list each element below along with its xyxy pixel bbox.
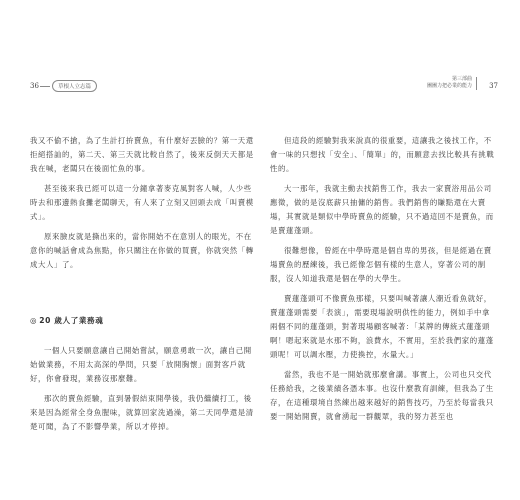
header-rule — [40, 86, 50, 87]
paragraph: 賣蓮蓬頭可不像賣魚那樣，只要叫喊著讓人潮近看魚就好，賣蓮蓬頭需要「表演」，需要現場說明供性的能力，例如手中拿兩個不同的蓮蓬頭，對著現場顧客喊著：「某牌的傳統式蓮蓬頭啊！嗯起來就是水那不夠，浪費水，不實用，至於我們家的蓮蓬頭呢！可以調水壓，力使換控，水量大。」 — [270, 294, 494, 359]
paragraph: 一個人只要願意讓自己開始嘗試，願意勇敢一次，讓自己開始做業務，不用太高深的學問，只要「放開胸懷」面對客戶就好，你會發現，業務沒那麼難。 — [30, 346, 252, 383]
book-title-tab: 草根人立志篇 — [52, 80, 97, 92]
page-number: 37 — [489, 82, 498, 90]
paragraph: 大一那年，我就主動去找銷售工作，我去一家賣浴用品公司應徵，做的是沒底薪只抽傭的銷售。我們銷售的賺點還在大賣場，其實就是類似中學時賣魚的經驗，只不過這回不是賣魚，而是賣蓮蓬頭。 — [270, 184, 494, 235]
section-heading — [30, 314, 258, 328]
chapter-part: 第三部曲 — [451, 76, 472, 82]
right-page-header — [270, 74, 498, 102]
chapter-divider — [476, 77, 477, 90]
paragraph: 很難想像，曾經在中學時還是個自卑的男孩，但是經過在賣場賣魚的歷練後，我已經像怎個有樣的生意人，穿著公司的制服，沒人知道我還是個在學的大學生。 — [270, 246, 492, 283]
paragraph: 我又不偷不搶，為了生計打拚賣魚，有什麼好丟臉的？第一天還拒絕搭訕的，第二天、第三天就比較自然了，後來反倒天天都是我在喊，老闆只在後面忙魚的事。 — [30, 136, 254, 173]
left-page-text — [30, 134, 258, 440]
right-page-text — [270, 134, 498, 430]
left-page — [30, 74, 258, 444]
paragraph: 甚至後來我已經可以這一分鐘拿著麥克風對客人喊，人少些時去和那邊熱食攤老闆聊天，有人來了立刻又回頭去成「叫賣模式」。 — [30, 184, 254, 221]
paragraph: 但這段的經驗對我來說真的很重要，這讓我之後找工作，不會一味的只想找「安全」、「簡單」的，而願意去找比較具有挑戰性的。 — [270, 136, 495, 173]
paragraph: 原來臉皮就是撕出來的，當你開始不在意別人的眼光，不在意你的喊話會成為焦點，你只關注在你做的買賣，你就突然「轉成大人」了。 — [30, 232, 254, 269]
paragraph: 當然，我也不是一開始就那麼會講。事實上，公司也只交代任務給我，之後業績各憑本事。也沒什麼教育訓練，但我為了生存，在這種環境自然練出越來越好的銷售技巧，乃至於每當我只要一開始開賣，就會湧起一群觀眾，我的努力甚至也 — [270, 370, 494, 421]
chapter-title: 團團力把必業的能力 — [426, 83, 472, 89]
right-page — [270, 74, 498, 444]
page-number: 36 — [30, 82, 39, 90]
paragraph: 那次的賣魚經驗，直到暑假結束開學後，我仍繼續打工，後來是因為經常全身魚腥味，就算回家洗過澡，第二天同學還是清楚可聞，為了不影響學業，所以才停掉。 — [30, 394, 254, 431]
bullseye-icon: ◎ — [30, 316, 38, 325]
left-page-header — [30, 74, 258, 102]
chapter-label — [427, 76, 472, 90]
section-title: 20 歲人了業務魂 — [39, 316, 104, 325]
